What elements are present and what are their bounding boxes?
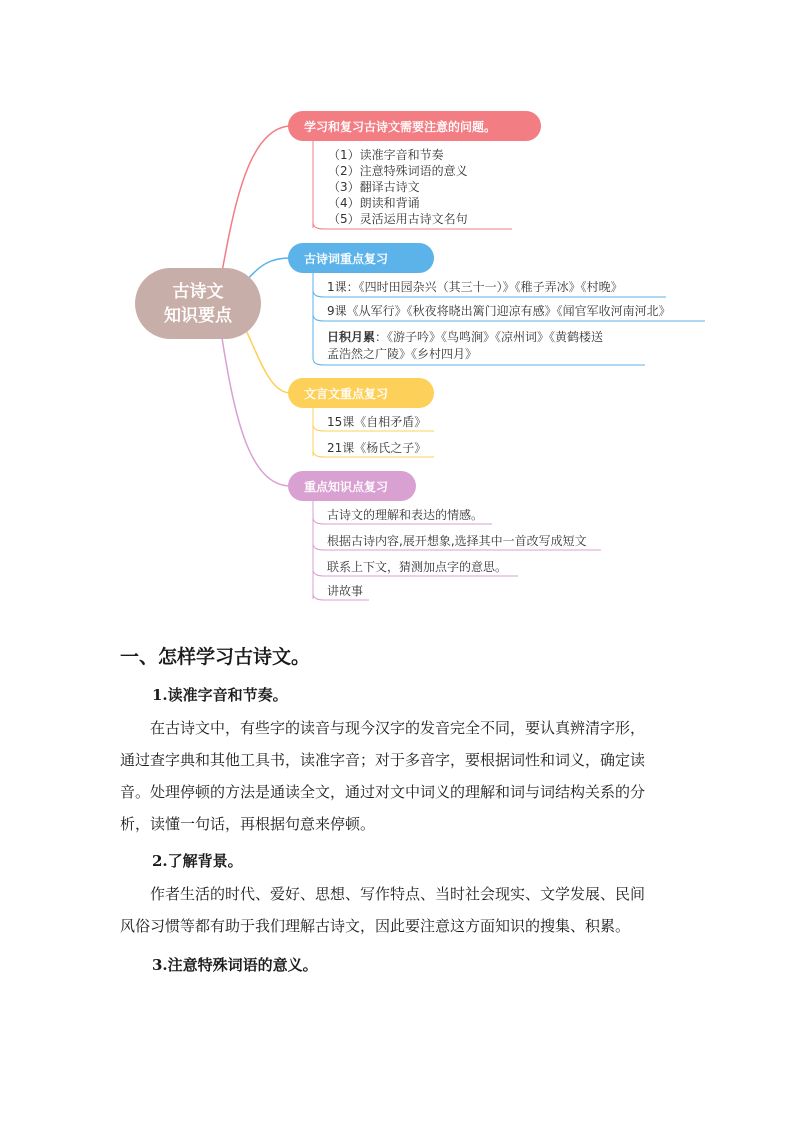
paragraph-background [120,878,680,942]
branch-title-study-issues [288,111,541,141]
list-item: 9课《从军行》《秋夜将晓出篱门迎凉有感》《闻官军收河南河北》 [327,304,671,318]
daily-accumulation-label: 日积月累 [327,330,376,344]
list-item: 15课《自相矛盾》 [327,415,427,429]
connector-branch-4 [222,338,290,486]
daily-accumulation-text: ：《游子吟》《鸟鸣涧》《凉州词》《黄鹤楼送 [375,330,604,344]
paragraph-line: 在古诗文中，有些字的读音与现今汉字的发音完全不同，要认真辨清字形， [150,719,646,737]
paragraph-line: 风俗习惯等都有助于我们理解古诗文，因此要注意这方面知识的搜集、积累。 [120,917,631,935]
paragraph-line: 析，读懂一句话，再根据句意来停顿。 [120,815,376,833]
branch-title-poetry-review [288,243,434,273]
center-title-line1: 古诗文 [172,281,224,302]
paragraph-line: 音。处理停顿的方法是通读全文，通过对文中词义的理解和词与词结构关系的分 [120,783,646,801]
paragraph-pronunciation [120,712,680,840]
center-title-line2: 知识要点 [164,305,232,326]
connector-branch-3 [245,328,290,393]
connector-branch-2 [245,258,290,282]
branch-1-label: 学习和复习古诗文需要注意的问题。 [304,119,497,134]
branch-title-key-knowledge [288,471,416,501]
list-item: 古诗文的理解和表达的情感。 [327,508,484,522]
paragraph-line: 作者生活的时代、爱好、思想、写作特点、当时社会现实、文学发展、民间 [150,885,646,903]
list-item: 讲故事 [327,584,364,598]
branch-title-classical-review [288,378,434,408]
list-item: 21课《杨氏之子》 [327,441,427,455]
mindmap-center-node [135,268,261,339]
branch-2-label: 古诗词重点复习 [304,251,389,266]
subsection-title-pronunciation: 1.读准字音和节奏。 [152,686,288,704]
list-item-daily-accumulation-cont: 孟浩然之广陵》《乡村四月》 [327,347,478,361]
list-item: 1课：《四时田园杂兴（其三十一）》《稚子弄冰》《村晚》 [327,280,623,294]
section-heading: 一、怎样学习古诗文。 [120,646,311,668]
branch-3-label: 文言文重点复习 [304,386,389,401]
list-item-daily-accumulation [327,329,603,345]
subsection-title-special-words: 3.注意特殊词语的意义。 [152,956,318,974]
list-item: 联系上下文，猜测加点字的意思。 [327,560,508,574]
paragraph-line: 通过查字典和其他工具书，读准字音；对于多音字，要根据词性和词义，确定读 [120,751,646,769]
list-item: （5）灵活运用古诗文名句 [328,212,468,226]
list-item: （3）翻译古诗文 [328,180,420,194]
list-item: （1）读准字音和节奏 [328,148,444,162]
list-item: （2）注意特殊词语的意义 [328,164,468,178]
list-item: 根据古诗内容,展开想象,选择其中一首改写成短文 [327,534,587,548]
list-item: （4）朗读和背诵 [328,196,420,210]
branch-4-label: 重点知识点复习 [304,479,389,494]
subsection-title-background: 2.了解背景。 [152,852,243,870]
connector-branch-1 [222,126,290,272]
